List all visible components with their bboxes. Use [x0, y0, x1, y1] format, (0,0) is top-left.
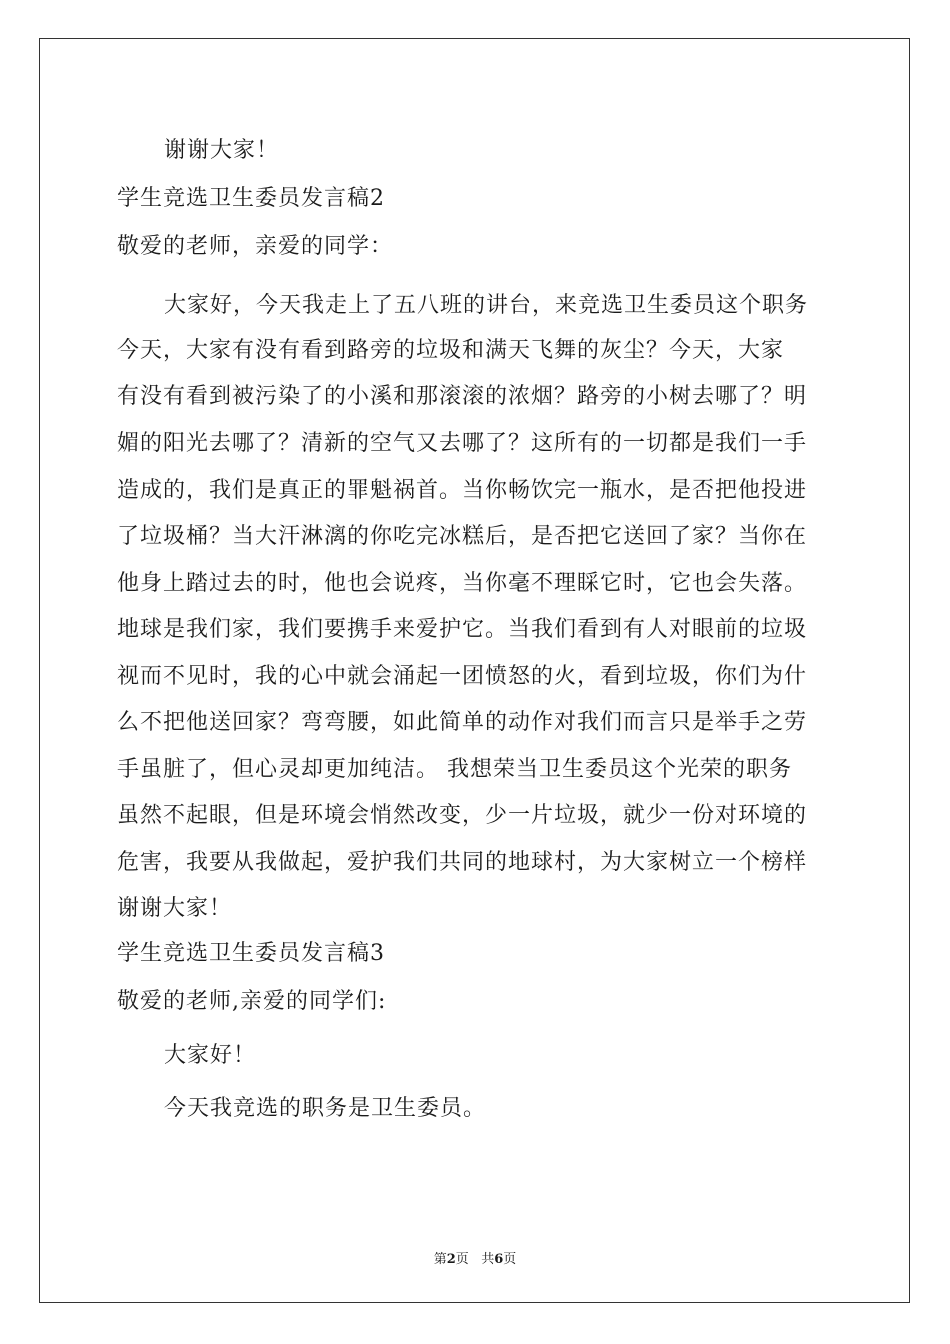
paragraph-line: 媚的阳光去哪了？清新的空气又去哪了？这所有的一切都是我们一手 [117, 431, 808, 456]
total-label: 页 [503, 1252, 517, 1267]
paragraph-line: 谢谢大家！ [117, 896, 233, 921]
total-prefix: 共 [481, 1252, 495, 1267]
paragraph-line: 今天，大家有没有看到路旁的垃圾和满天飞舞的灰尘？今天，大家 [117, 338, 785, 363]
section-title-2: 学生竞选卫生委员发言稿2 [117, 186, 385, 211]
paragraph-line: 危害，我要从我做起，爱护我们共同的地球村，为大家树立一个榜样 [117, 850, 808, 875]
paragraph-line: 手虽脏了，但心灵却更加纯洁。 我想荣当卫生委员这个光荣的职务 [117, 757, 792, 782]
paragraph-line: 大家好，今天我走上了五八班的讲台，来竞选卫生委员这个职务 [164, 293, 809, 318]
page-label: 页 [455, 1252, 469, 1267]
page-footer [0, 1248, 950, 1267]
paragraph-line: 虽然不起眼，但是环境会悄然改变，少一片垃圾，就少一份对环境的 [117, 803, 808, 828]
paragraph-line: 地球是我们家，我们要携手来爱护它。当我们看到有人对眼前的垃圾 [117, 617, 808, 642]
greeting-3: 大家好！ [164, 1043, 257, 1068]
total-page-number: 6 [494, 1252, 504, 1267]
paragraph-line: 有没有看到被污染了的小溪和那滚滚的浓烟？路旁的小树去哪了？明 [117, 384, 808, 409]
paragraph-line: 视而不见时，我的心中就会涌起一团愤怒的火，看到垃圾，你们为什 [117, 664, 808, 689]
salutation-2: 敬爱的老师，亲爱的同学： [117, 234, 394, 259]
closing-thanks-1: 谢谢大家！ [164, 138, 280, 163]
paragraph-line: 今天我竞选的职务是卫生委员。 [164, 1096, 487, 1121]
section-title-3: 学生竞选卫生委员发言稿3 [117, 941, 385, 966]
paragraph-line: 造成的，我们是真正的罪魁祸首。当你畅饮完一瓶水，是否把他投进 [117, 478, 808, 503]
salutation-3: 敬爱的老师,亲爱的同学们: [117, 989, 387, 1014]
page-prefix: 第 [433, 1252, 447, 1267]
paragraph-line: 么不把他送回家？弯弯腰，如此简单的动作对我们而言只是举手之劳 [117, 710, 808, 735]
paragraph-line: 他身上踏过去的时，他也会说疼，当你毫不理睬它时，它也会失落。 [117, 571, 808, 596]
current-page-number: 2 [446, 1252, 456, 1267]
paragraph-line: 了垃圾桶？当大汗淋漓的你吃完冰糕后，是否把它送回了家？当你在 [117, 524, 808, 549]
